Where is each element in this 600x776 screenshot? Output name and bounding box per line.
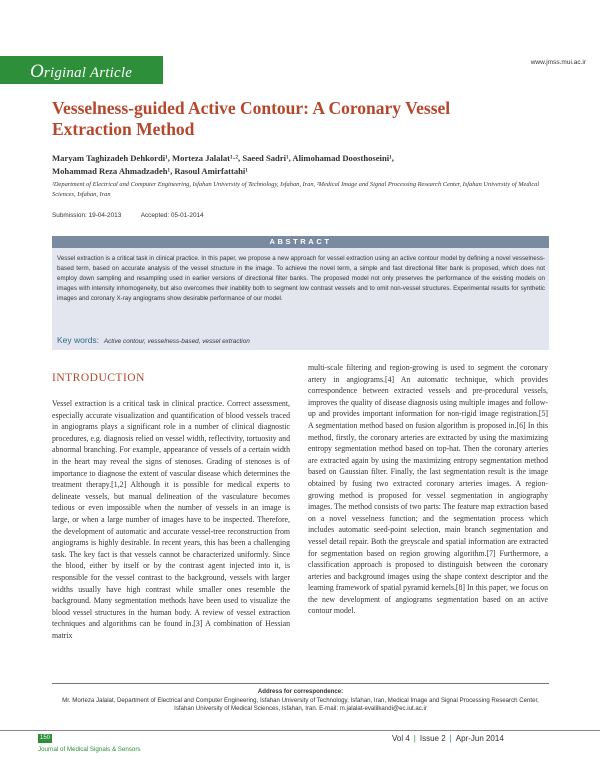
separator: |: [449, 734, 452, 743]
article-title: Vesselness-guided Active Contour: A Coronary Vessel Extraction Method: [52, 98, 451, 139]
keywords-label: Key words:: [57, 335, 100, 345]
correspondence-divider: [52, 683, 549, 684]
introduction-column-2: multi-scale filtering and region-growing is used to segment the coronary artery in angiograms.[4] An automatic technique, which provides correspondence between extracted vessels and pre-procedural vessels, improves the quality of disease diagnosis using multiple images and follow-up and provides important information for non-rigid image registration.[5] A segmentation method based on fusion algorithm is proposed in.[6] In this method, firstly, the coronary arteries are extracted by using the maximizing entropy segmentation method based on top-hat. Then the coronary arteries are extracted again by using the maximizing entropy segmentation method based on Gaussian filter. Finally, the last segmentation result is the image obtained by fusing two extracted coronary arteries images. A region-growing method is proposed for vessel segmentation in angiography images. The method consists of two parts: The feature map extraction based on a novel vesselness function; and the segmentation process which includes automatic seed-point selection, main branch segmentation and vessel detail repair. Both the greyscale and spatial information are extracted for segmentation based on region growing algorithm.[7] Furthermore, a classification approach is proposed to distinguish between the coronary arteries and background images using the shape context descriptor and the learning framework of spatial pyramid kernels.[8] In this paper, we focus on the new development of angiograms segmentation based on an active contour model.: [308, 363, 548, 616]
introduction-heading: INTRODUCTION: [52, 372, 145, 384]
page-number: 150: [39, 735, 50, 741]
abstract-text: Vessel extraction is a critical task in clinical practice. In this paper, we propose a new approach for vessel extraction using an active contour model by defining a novel vesselness-based term, based on accurate analysis of the vessel structure in the image. To achieve the novel term, a simple and fast directional filter bank is proposed, which does not employ down sampling and resampling used in earlier versions of directional filter banks. The proposed model not only preserves the performance of the existing models on images with intensity inhomogeneity, but also overcomes their inability both to segment low contrast vessels and to omit non-vessel structures. Experimental results for synthetic images and coronary X-ray angiograms show desirable performance of our model.: [57, 255, 545, 302]
footer-divider: [0, 730, 600, 731]
author-line-2: Mohammad Reza Ahmadzadeh¹, Rasoul Amirfattahi¹: [52, 166, 248, 176]
dates: [52, 212, 222, 219]
author-line-1: Maryam Taghizadeh Dehkordi¹, Morteza Jalalat¹·², Saeed Sadri¹, Alimohamad Doosthoseini¹,: [52, 153, 394, 163]
volume: Vol 4: [392, 734, 410, 743]
keywords: [57, 335, 250, 345]
accepted-date: Accepted: 05-01-2014: [140, 212, 204, 219]
issue-info: [392, 734, 504, 743]
affiliation: ¹Department of Electrical and Computer Engineering, Isfahan University of Technology, Isfahan, Iran, ²Medical Image and Signal Processing Research Center, Isfahan University of Medical Sciences, Isfahan, Iran: [52, 181, 540, 198]
keywords-value: Active contour, vesselness-based, vessel extraction: [103, 338, 250, 345]
journal-url[interactable]: www.jmss.mui.ac.ir: [530, 59, 586, 66]
correspondence-text: Mr. Morteza Jalalat, Department of Electrical and Computer Engineering, Isfahan University of Technology, Isfahan, Iran, Medical Image and Signal Processing Research Center, Isfahan University of Medical Sciences, Isfahan, Iran. E-mail: m.jalalat-evalilkandi@ec.iut.ac.ir: [62, 696, 539, 713]
issue: Issue 2: [419, 734, 446, 743]
issue-date: Apr-Jun 2014: [455, 734, 504, 743]
separator: |: [413, 734, 416, 743]
author-list: [52, 152, 512, 178]
correspondence-heading: Address for correspondence:: [257, 688, 344, 695]
submission-date: Submission: 19-04-2013: [52, 212, 122, 219]
article-type-banner: [0, 56, 163, 84]
abstract-heading: ABSTRACT: [52, 236, 549, 248]
introduction-column-1: Vessel extraction is a critical task in clinical practice. Correct assessment, especially accurate visualization and quantification of blood vessels traced in angiograms plays a significant role in a number of clinical diagnostic procedures, e.g. diagnosis relied on vessel width, reflectivity, tortuosity and abnormal branching. For example, appearance of vessels of a certain width in the heart may reveal the signs of stenoses. Grading of stenoses is of importance to diagnose the extent of vascular disease which determines the treatment therapy.[1,2] Although it is possible for medical experts to delineate vessels, but manual delineation of the vasculature becomes tedious or even impossible when the number of vessels in an image is large, or when a large number of images have to be inspected. Therefore, the development of automatic and accurate vessel-tree reconstruction from angiograms is highly desirable. In recent years, this has been a challenging task. The key fact is that vessels cannot be characterized uniformly. Since the blood, either by itself or by the contrast agent injected into it, is responsible for the vessel contrast to the background, vessels with larger widths usually have high contrast while smaller ones resemble the background. Many segmentation methods have been used to visualize the blood vessel structures in the human body. A review of vessel extraction techniques and algorithms can be found in.[3] A combination of Hessian matrix: [52, 399, 290, 640]
correspondence-block: [52, 688, 549, 714]
journal-name: Journal of Medical Signals & Sensors: [38, 746, 141, 753]
article-type-label: Original Article: [30, 61, 133, 82]
